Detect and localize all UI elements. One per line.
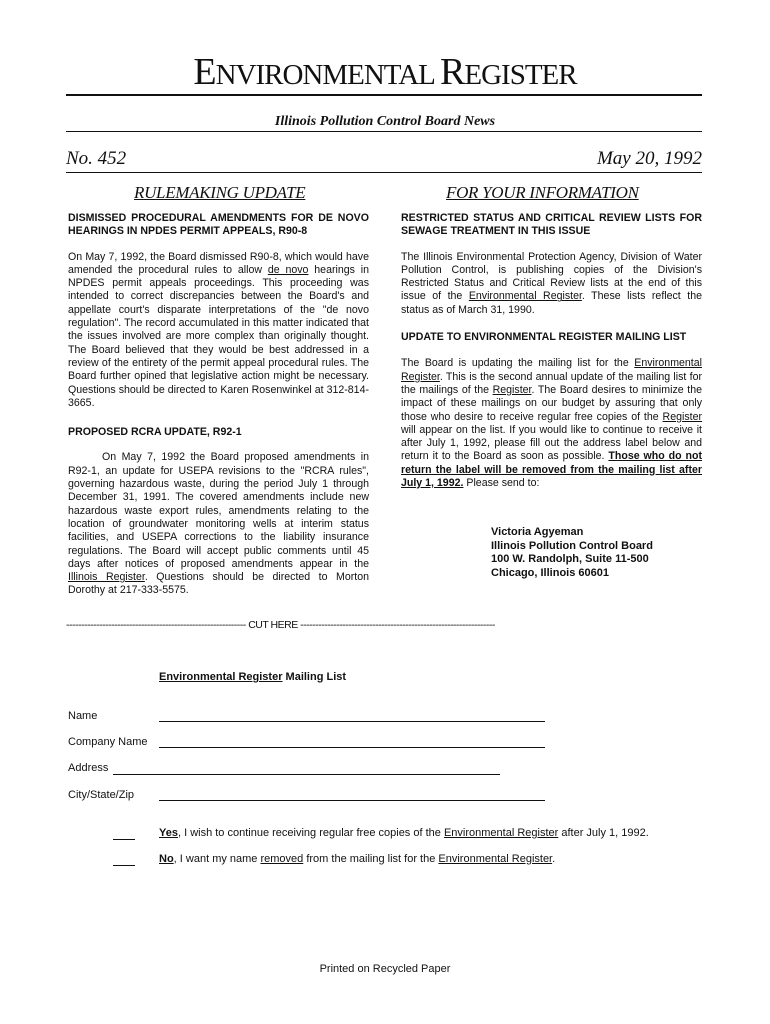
footer-note: Printed on Recycled Paper bbox=[319, 963, 451, 975]
no-checkbox-line[interactable] bbox=[113, 865, 135, 866]
yes-checkbox-line[interactable] bbox=[113, 839, 135, 840]
newsletter-title: ENVIRONMENTAL REGISTER bbox=[193, 51, 577, 93]
article-body: The Board is updating the mailing list for the Environmental Register. This is the second annual update of the mailing list for the mailings of the Register. The Board desires to minimize the impact of these mailings on our budget by assuring that only those who desire to receive regular free copies of the Register will appear on the list. If you would like to continue to receive it after July 1, 1992, please fill out the address label below and return it to the Board as soon as possible. Those who do not return the label will be removed from the mailing list after July 1, 1992. Please send to: bbox=[401, 357, 703, 490]
subtitle-rule bbox=[66, 131, 702, 132]
city-state-zip-label: City/State/Zip bbox=[68, 789, 135, 801]
article-title: UPDATE TO ENVIRONMENTAL REGISTER MAILING LIST bbox=[401, 331, 687, 344]
header-rule bbox=[66, 172, 702, 173]
company-label: Company Name bbox=[68, 736, 148, 748]
address-field[interactable] bbox=[113, 774, 500, 775]
left-column-heading: RULEMAKING UPDATE bbox=[134, 183, 306, 202]
no-option: No, I want my name removed from the mailing list for the Environmental Register. bbox=[159, 853, 556, 865]
article-body: The Illinois Environmental Protection Agency, Division of Water Pollution Control, is publishing copies of the Division's Restricted Status and Critical Review lists at the end of this issue of the Environmental Register. These lists reflect the status as of March 31, 1990. bbox=[401, 250, 702, 316]
article-title: PROPOSED RCRA UPDATE, R92-1 bbox=[68, 426, 242, 439]
address-label: Address bbox=[68, 762, 109, 774]
issue-date: May 20, 1992 bbox=[596, 148, 702, 169]
issue-number: No. 452 bbox=[66, 148, 127, 169]
article-body: On May 7, 1992, the Board dismissed R90-8, which would have amended the procedural rules to allow de novo hearings in NPDES permit appeals proceedings. This proceeding was intended to correct discrepancies between the Board's and appellate court's disparate interpretations of the "de novo regulation". The record accumulated in this matter indicated that the issues involved are more complex than originally thought. The Board believed that they would be best addressed in a review of the entirety of the permit appeal procedural rules. The Board further opined that legislative action might be necessary. Questions should be directed to Karen Rosenwinkel at 312-814-3665. bbox=[68, 250, 369, 409]
title-rule bbox=[66, 94, 702, 96]
subtitle: Illinois Pollution Control Board News bbox=[274, 114, 496, 129]
article-body: On May 7, 1992 the Board proposed amendments in R92-1, an update for USEPA revisions to the "RCRA rules", governing hazardous waste, during the period July 1 through December 31, 1991. The covered amendments include new hazardous waste export rules, amendments relating to the location of groundwater monitoring wells at interim status facilities, and USEPA corrections to the liability insurance regulations. The Board will accept public comments until 45 days after notices of proposed amendments appear in the Illinois Register. Questions should be directed to Morton Dorothy at 217-333-5575. bbox=[68, 451, 369, 597]
name-label: Name bbox=[68, 710, 98, 722]
left-column bbox=[68, 212, 369, 610]
name-field[interactable] bbox=[159, 721, 545, 722]
form-title: Environmental Register Mailing List bbox=[159, 671, 347, 683]
right-column-heading: FOR YOUR INFORMATION bbox=[446, 183, 639, 202]
mailing-address: Victoria Agyeman Illinois Pollution Control Board 100 W. Randolph, Suite 11-500 Chicago, Illinois 60601 bbox=[491, 526, 653, 579]
cut-here-line: ------------------------------------------------------------ CUT HERE ----------------------------------------------------------------- bbox=[66, 619, 495, 631]
city-state-zip-field[interactable] bbox=[159, 800, 545, 801]
company-field[interactable] bbox=[159, 747, 545, 748]
yes-option: Yes, I wish to continue receiving regular free copies of the Environmental Register after July 1, 1992. bbox=[159, 827, 649, 839]
right-column bbox=[401, 212, 702, 502]
article-title: DISMISSED PROCEDURAL AMENDMENTS FOR DE NOVO HEARINGS IN NPDES PERMIT APPEALS, R90-8 bbox=[68, 212, 369, 238]
article-title: RESTRICTED STATUS AND CRITICAL REVIEW LISTS FOR SEWAGE TREATMENT IN THIS ISSUE bbox=[401, 212, 702, 238]
